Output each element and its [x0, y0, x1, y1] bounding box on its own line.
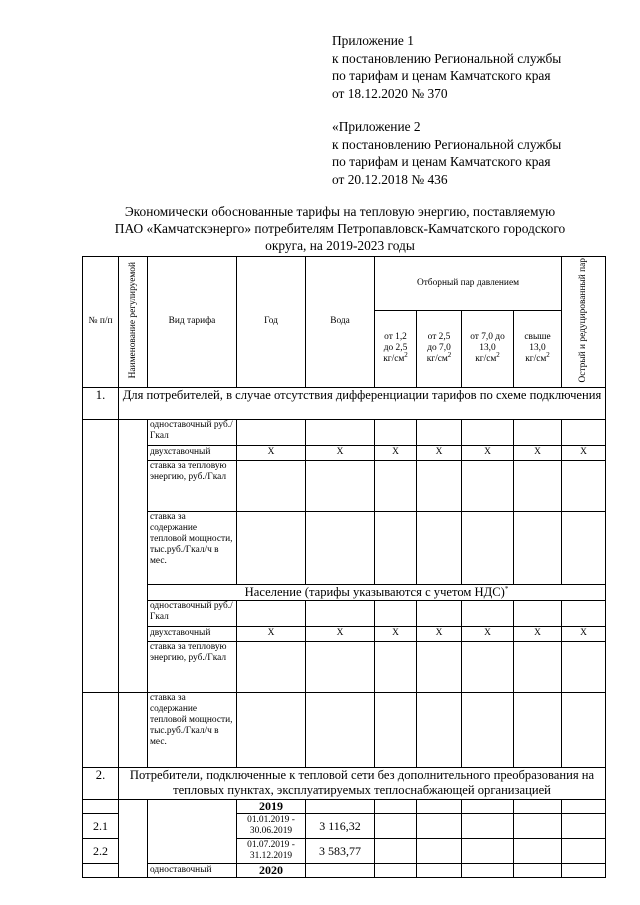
appendix-2-line: к постановлению Региональной службы	[332, 136, 562, 152]
title-line: округа, на 2019-2023 годы	[265, 238, 415, 253]
col-header-steam-group: Отборный пар давлением	[375, 257, 562, 311]
section-number: 2.	[83, 767, 119, 799]
col-header-steam-1: от 1,2 до 2,5 $кг/см^2$	[375, 310, 417, 387]
table-header-row	[83, 257, 606, 311]
table-row	[83, 600, 606, 626]
section-title: Потребители, подключенные к тепловой сети без дополнительного преобразования на тепловых пунктах, эксплуатируемых теплоснабжающей организацией	[119, 767, 606, 799]
table-row	[83, 419, 606, 445]
col-header-name: Наименование регулируемой	[119, 257, 148, 388]
tariff-type-cell: ставка за тепловую энергию, руб./Гкал	[148, 641, 237, 692]
section-row	[83, 767, 606, 799]
period-cell: 01.07.2019 - 31.12.2019	[237, 838, 306, 863]
appendix-2-line: «Приложение 2	[332, 119, 421, 134]
tariff-type-cell: одноставочный руб./Гкал	[148, 600, 237, 626]
table-row: двухставочный X X X X X X X	[83, 445, 606, 460]
tariff-type-cell: двухставочный	[148, 445, 237, 460]
tariff-type-cell: одноставочный руб./Гкал	[148, 419, 237, 445]
tariff-table	[82, 256, 606, 878]
col-header-water: Вода	[306, 257, 375, 388]
appendix-1-line: по тарифам и ценам Камчатского края	[332, 68, 551, 83]
appendix-2-line: по тарифам и ценам Камчатского края	[332, 154, 551, 169]
water-tariff: 3 116,32	[306, 813, 375, 838]
row-number: 2.1	[83, 813, 119, 838]
col-header-tariff-type: Вид тарифа	[148, 257, 237, 388]
tariff-type-cell: ставка за содержание тепловой мощности, тыс.руб./Гкал/ч в мес.	[148, 692, 237, 767]
tariff-type-cell: ставка за тепловую энергию, руб./Гкал	[148, 460, 237, 511]
appendix-2-line: от 20.12.2018 № 436	[332, 171, 448, 187]
table-row	[83, 511, 606, 584]
period-cell: 01.01.2019 - 30.06.2019	[237, 813, 306, 838]
population-row	[83, 584, 606, 600]
col-header-steam-2: от 2,5 до 7,0 $кг/см^2$	[417, 310, 462, 387]
col-header-number: № п/п	[83, 257, 119, 388]
section-number: 1.	[83, 387, 119, 419]
appendix-1-header	[332, 32, 632, 102]
year-label: 2019	[237, 799, 306, 813]
col-header-steam-4: свыше 13,0 $кг/см^2$	[514, 310, 562, 387]
water-tariff: 3 583,77	[306, 838, 375, 863]
appendix-1-line: к постановлению Региональной службы	[332, 50, 562, 66]
section-title: Для потребителей, в случае отсутствия дифференциации тарифов по схеме подключения	[119, 387, 606, 419]
col-header-year: Год	[237, 257, 306, 388]
year-row	[83, 799, 606, 813]
table-row	[83, 460, 606, 511]
year-label: 2020	[237, 863, 306, 877]
table-row	[83, 692, 606, 767]
table-row: двухставочный X X X X X X X	[83, 626, 606, 641]
section-row	[83, 387, 606, 419]
population-label: Население (тарифы указываются с учетом НДС)*	[148, 584, 606, 600]
document-title	[60, 203, 620, 254]
title-line: ПАО «Камчатскэнерго» потребителям Петропавловск-Камчатского городского	[114, 221, 566, 236]
title-line: Экономически обоснованные тарифы на тепловую энергию, поставляемую	[124, 204, 556, 219]
tariff-type-cell: ставка за содержание тепловой мощности, тыс.руб./Гкал/ч в мес.	[148, 511, 237, 584]
year-row	[83, 863, 606, 877]
row-number: 2.2	[83, 838, 119, 863]
appendix-1-line: Приложение 1	[332, 33, 414, 48]
col-header-sharp-steam: Острый и редуцированный пар	[562, 257, 606, 388]
col-header-steam-3: от 7,0 до 13,0 $кг/см^2$	[462, 310, 514, 387]
appendix-1-line: от 18.12.2020 № 370	[332, 85, 448, 101]
appendix-2-header	[332, 118, 632, 188]
tariff-type-cell: двухставочный	[148, 626, 237, 641]
table-row	[83, 641, 606, 692]
tariff-type-cell: одноставочный	[148, 863, 237, 877]
